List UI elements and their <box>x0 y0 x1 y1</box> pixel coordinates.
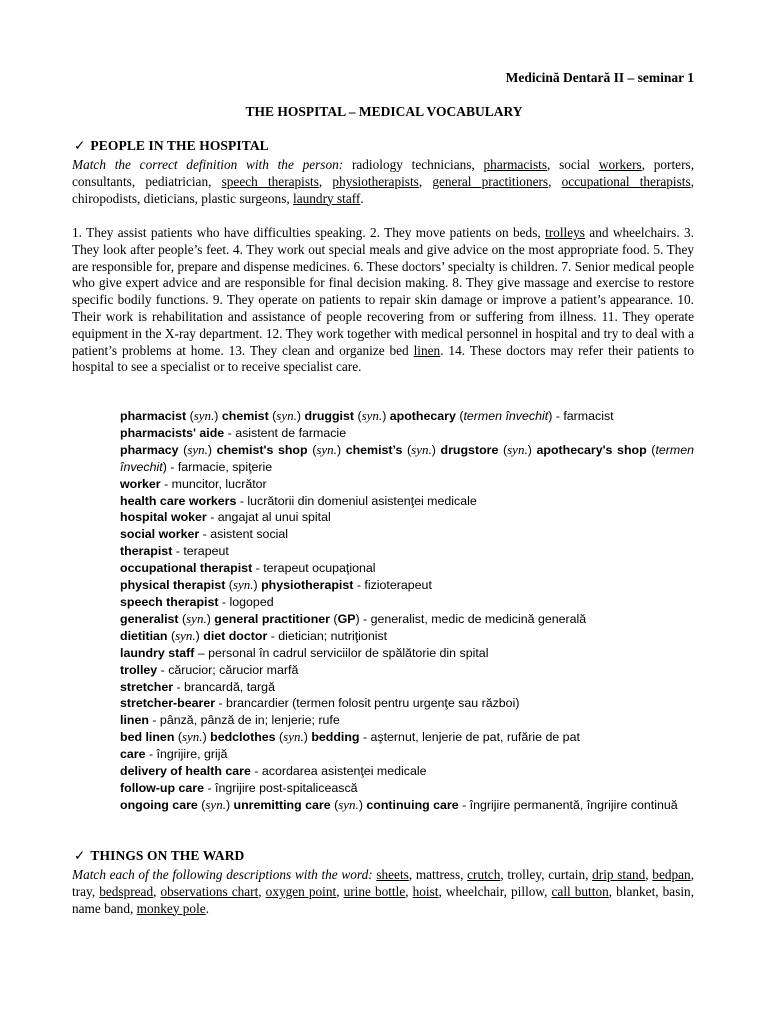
glossary-entry <box>120 442 694 476</box>
glossary-text: ( <box>402 442 412 457</box>
glossary-text: - fizioterapeut <box>353 578 432 593</box>
list-word: speech therapists <box>221 173 319 189</box>
glossary-term: bed linen <box>120 730 175 745</box>
list-word: social <box>559 157 591 172</box>
glossary-term: pharmacist <box>120 409 187 423</box>
glossary-term: social worker <box>120 527 200 542</box>
glossary-entry <box>120 695 694 712</box>
definitions-underlined-trolleys: trolleys <box>545 225 585 240</box>
list-word: hoist <box>412 883 439 899</box>
list-word: monkey pole <box>136 900 206 916</box>
list-word: wheelchair <box>445 883 504 899</box>
section-heading-people-text: PEOPLE IN THE HOSPITAL <box>90 138 269 153</box>
glossary-term: apothecary <box>389 409 456 423</box>
synonym-marker: syn. <box>175 627 196 643</box>
glossary-text: ) <box>206 611 215 626</box>
glossary-term: continuing care <box>366 797 459 812</box>
glossary-text: ) <box>296 409 305 423</box>
glossary-text: ( <box>646 442 656 457</box>
glossary-text: ) - farmacie, spiţerie <box>162 459 273 474</box>
glossary-text: - terapeut ocupaţional <box>252 561 376 576</box>
glossary-term: diet doctor <box>203 628 268 643</box>
glossary-text: ) <box>253 578 262 593</box>
glossary-text: ( <box>178 442 188 457</box>
glossary-term: bedding <box>311 730 360 745</box>
synonym-marker: syn. <box>205 796 226 812</box>
glossary-entry <box>120 425 694 442</box>
definitions-text-b: and wheelchairs. 3. They look after people’s feet. 4. They work out special meals and give advice on the most appropriate food. 5. They are responsible for, prepare and dispense medicines. 6. These doctors’ specialty is children. 7. Senior medical people who give expert advice and are responsible for final decision making. 8. They give massage and exercise to restore specific bodily functions. 9. They operate on patients to repair skin damage or improve a patient’s appearance. 10. Their work is rehabilitation and assistance of people recovering from or suffering from illness. 11. They operate equipment in the X-ray department. 12. They work together with medical personnel in hospital and try to deal with a patient’s problems at home. 13. They clean and organize bed <box>72 225 695 358</box>
glossary-text: ) <box>382 409 390 423</box>
glossary-term: pharmacy <box>120 442 179 457</box>
list-word: drip stand <box>592 867 646 882</box>
list-word: pediatrician <box>145 173 209 189</box>
synonym-marker: syn. <box>283 729 304 745</box>
glossary-term: laundry staff <box>120 645 195 660</box>
glossary-term: unremitting care <box>233 797 331 812</box>
ward-instruction-label: Match each of the following descriptions with the word: <box>72 867 373 882</box>
glossary-text: - pânză, pânză de in; lenjerie; rufe <box>148 713 340 728</box>
glossary-entry <box>120 645 694 662</box>
list-word: pillow <box>511 883 545 899</box>
glossary-term: stretcher-bearer <box>120 696 216 711</box>
list-word: chiropodists <box>72 190 138 206</box>
glossary-text: ( <box>178 611 187 626</box>
vocabulary-glossary <box>120 408 694 814</box>
glossary-term: speech therapist <box>120 594 219 609</box>
glossary-term: worker <box>120 476 161 491</box>
glossary-term: hospital woker <box>120 510 207 525</box>
glossary-entry <box>120 526 694 543</box>
glossary-text: – personal în cadrul serviciilor de spălătorie din spital <box>194 645 489 660</box>
list-word: workers <box>598 157 642 172</box>
glossary-text: - asistent de farmacie <box>224 425 347 440</box>
glossary-term: physical therapist <box>120 578 226 593</box>
glossary-text: ) <box>214 409 222 423</box>
glossary-term: chemist <box>221 409 269 423</box>
synonym-marker: syn. <box>232 577 254 593</box>
glossary-text: ) <box>207 442 217 457</box>
definitions-underlined-linen: linen <box>413 342 441 358</box>
glossary-text: ) <box>202 730 211 745</box>
glossary-text: - îngrijire post-spitalicească <box>204 780 358 795</box>
list-word: bedspread <box>99 883 154 899</box>
glossary-entry <box>120 797 694 814</box>
list-word: radiology technicians <box>351 157 472 172</box>
list-word: curtain <box>548 867 586 882</box>
glossary-text: - aşternut, lenjerie de pat, rufărie de pat <box>359 730 580 745</box>
ward-instruction <box>72 867 694 917</box>
glossary-term: chemist’s <box>345 442 403 457</box>
glossary-term: follow-up care <box>120 780 204 795</box>
glossary-text: ( <box>268 409 277 423</box>
glossary-text: ( <box>455 409 464 423</box>
glossary-text: - acordarea asistenţei medicale <box>250 764 427 779</box>
glossary-text: - asistent social <box>199 527 289 542</box>
glossary-text: - brancardă, targă <box>173 679 275 694</box>
glossary-term: GP <box>337 611 356 626</box>
glossary-text: - angajat al unui spital <box>206 510 331 525</box>
glossary-text: ( <box>225 578 233 593</box>
glossary-text: ( <box>197 797 206 812</box>
list-word: mattress <box>415 867 461 882</box>
glossary-text: - îngrijire permanentă, îngrijire continuă <box>458 797 678 812</box>
glossary-text: ) <box>303 730 312 745</box>
list-word: crutch <box>467 867 501 882</box>
glossary-term: bedclothes <box>210 730 276 745</box>
section-heading-ward-text: THINGS ON THE WARD <box>90 848 245 863</box>
glossary-text: - muncitor, lucrător <box>160 476 267 491</box>
glossary-text: ) <box>225 797 234 812</box>
synonym-marker: syn. <box>187 441 208 457</box>
glossary-term: druggist <box>304 409 355 423</box>
list-word: sheets <box>376 867 409 882</box>
glossary-term: therapist <box>120 544 173 559</box>
glossary-text: ) <box>431 442 441 457</box>
glossary-entry <box>120 594 694 611</box>
glossary-text: ( <box>354 409 362 423</box>
synonym-marker: syn. <box>361 408 383 423</box>
glossary-entry <box>120 729 694 746</box>
course-header: Medicină Dentară II – seminar 1 <box>505 70 694 85</box>
list-word: tray <box>72 883 92 899</box>
glossary-term: dietitian <box>120 628 168 643</box>
glossary-text: ) - farmacist <box>548 409 614 423</box>
people-instruction <box>72 157 694 207</box>
list-word: trolley <box>507 867 542 882</box>
glossary-term: drugstore <box>440 442 499 457</box>
list-word: laundry staff <box>293 190 361 206</box>
glossary-text: ( <box>307 442 317 457</box>
usage-note: termen învechit <box>120 442 695 474</box>
list-word: consultants <box>72 173 132 189</box>
glossary-entry <box>120 560 694 577</box>
people-instruction-label: Match the correct definition with the person: <box>72 157 344 172</box>
people-definitions <box>72 225 694 376</box>
glossary-entry <box>120 476 694 493</box>
glossary-text: - lucrătorii din domeniul asistenţei medicale <box>236 493 477 508</box>
glossary-term: pharmacists' aide <box>120 425 225 440</box>
glossary-text: ) <box>527 442 537 457</box>
glossary-text: ( <box>167 628 176 643</box>
glossary-text: ) <box>358 797 367 812</box>
glossary-entry <box>120 746 694 763</box>
glossary-entry <box>120 780 694 797</box>
list-word: porters <box>653 157 691 172</box>
section-heading-ward <box>74 848 244 864</box>
synonym-marker: syn. <box>186 610 207 626</box>
glossary-entry <box>120 543 694 560</box>
glossary-entry <box>120 493 694 510</box>
glossary-term: apothecary's shop <box>536 442 647 457</box>
glossary-entry <box>120 712 694 729</box>
synonym-marker: syn. <box>338 796 359 812</box>
section-heading-people <box>74 138 269 154</box>
synonym-marker: syn. <box>276 408 297 423</box>
glossary-text: - îngrijire, grijă <box>145 747 228 762</box>
synonym-marker: syn. <box>316 441 337 457</box>
glossary-term: stretcher <box>120 679 174 694</box>
checkmark-icon: ✓ <box>74 848 86 864</box>
ward-word-list: sheets, mattress, crutch, trolley, curtain, drip stand, bedpan, tray, bedspread, observations chart, oxygen point, urine bottle, hoist, wheelchair, pillow, call button, blanket, basin, name band, monkey pole. <box>72 867 695 916</box>
list-word: physiotherapists <box>332 173 419 189</box>
glossary-term: chemist's shop <box>216 442 308 457</box>
list-word: pharmacists <box>483 157 548 172</box>
list-word: plastic surgeons <box>201 190 287 206</box>
glossary-text: ( <box>186 409 194 423</box>
list-word: name band <box>72 900 130 916</box>
synonym-marker: syn. <box>507 441 528 457</box>
document-title: THE HOSPITAL – MEDICAL VOCABULARY <box>245 104 523 119</box>
glossary-term: general practitioner <box>214 611 330 626</box>
glossary-term: linen <box>120 713 149 728</box>
glossary-term: occupational therapist <box>120 561 253 576</box>
glossary-entry <box>120 509 694 526</box>
definitions-text-a: 1. They assist patients who have difficulties speaking. 2. They move patients on beds, <box>72 225 546 240</box>
glossary-term: health care workers <box>120 493 237 508</box>
glossary-text: - cărucior; cărucior marfă <box>157 662 299 677</box>
glossary-term: care <box>120 747 146 762</box>
glossary-text: ) <box>195 628 204 643</box>
glossary-text: ( <box>498 442 508 457</box>
list-word: basin <box>662 883 691 899</box>
glossary-entry <box>120 577 694 594</box>
glossary-text: - logoped <box>218 594 274 609</box>
glossary-text: ( <box>174 730 182 745</box>
list-word: observations chart <box>160 883 259 899</box>
list-word: general practitioners <box>432 173 549 189</box>
glossary-term: trolley <box>120 662 158 677</box>
glossary-term: physiotherapist <box>261 578 354 593</box>
glossary-entry <box>120 679 694 696</box>
definitions-text-c: . 14. These doctors may refer their patients to hospital to see a specialist or to receive specialist care. <box>72 342 694 375</box>
list-word: bedpan <box>652 867 691 882</box>
list-word: dieticians <box>143 190 195 206</box>
list-word: oxygen point <box>265 883 337 899</box>
glossary-text: ) <box>336 442 346 457</box>
usage-note: termen învechit <box>463 409 549 423</box>
glossary-entry <box>120 763 694 780</box>
synonym-marker: syn. <box>181 729 203 745</box>
checkmark-icon: ✓ <box>74 138 86 154</box>
glossary-text: ) - generalist, medic de medicină generală <box>355 611 587 626</box>
synonym-marker: syn. <box>411 441 432 457</box>
glossary-text: ( <box>275 730 284 745</box>
glossary-text: ( <box>329 611 338 626</box>
glossary-entry <box>120 611 694 628</box>
glossary-text: - terapeut <box>172 544 229 559</box>
glossary-entry <box>120 628 694 645</box>
glossary-text: - brancardier (termen folosit pentru urgenţe sau război) <box>215 696 520 711</box>
glossary-entry <box>120 408 694 425</box>
people-word-list: radiology technicians, pharmacists, social workers, porters, consultants, pediatrician, speech therapists, physiotherapists, general practitioners, occupational therapists, chiropodists, dieticians, plastic surgeons, laundry staff. <box>72 157 695 206</box>
synonym-marker: syn. <box>193 408 215 423</box>
list-word: urine bottle <box>343 883 406 899</box>
glossary-term: delivery of health care <box>120 764 251 779</box>
glossary-text: - dietician; nutriţionist <box>267 628 388 643</box>
glossary-term: ongoing care <box>120 797 198 812</box>
list-word: blanket <box>616 883 656 899</box>
glossary-term: generalist <box>120 611 179 626</box>
list-word: occupational therapists <box>561 173 691 189</box>
list-word: call button <box>551 883 609 899</box>
glossary-text: ( <box>330 797 339 812</box>
glossary-entry <box>120 662 694 679</box>
